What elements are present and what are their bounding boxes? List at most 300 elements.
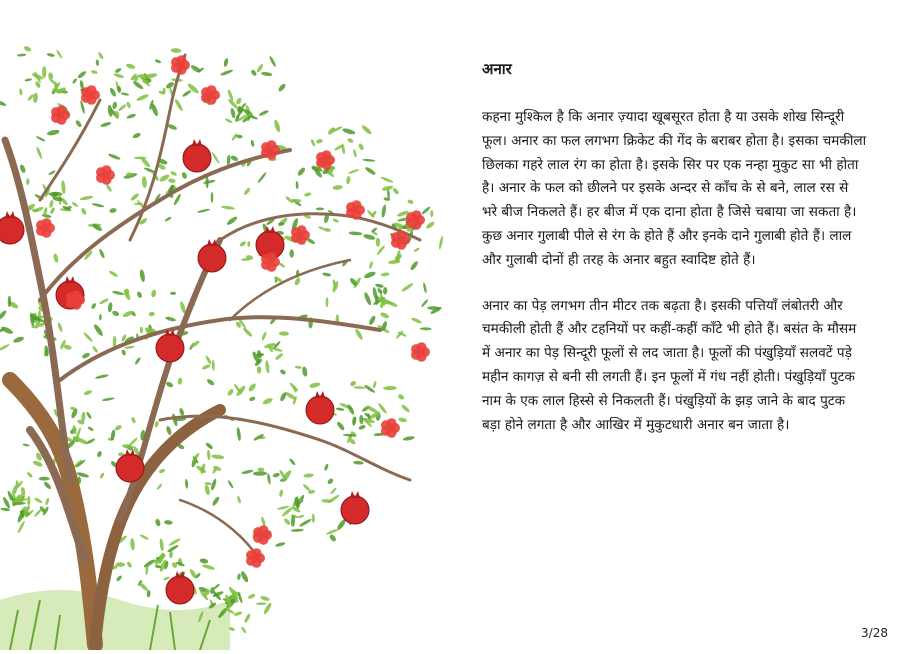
- leaf: [204, 482, 212, 485]
- leaf: [36, 135, 46, 142]
- grass: [0, 590, 230, 650]
- leaf: [211, 454, 224, 460]
- leaf: [332, 218, 339, 224]
- leaf: [413, 247, 420, 253]
- leaf: [358, 424, 366, 430]
- leaf: [80, 195, 94, 201]
- leaf: [353, 149, 358, 158]
- leaf: [295, 366, 302, 370]
- leaf: [61, 180, 66, 194]
- leaf: [225, 118, 233, 124]
- leaf: [227, 388, 235, 397]
- leaf: [243, 613, 251, 624]
- leaf: [421, 299, 429, 308]
- leaf: [139, 534, 149, 541]
- leaf: [249, 396, 256, 402]
- leaf: [87, 426, 94, 432]
- leaf: [277, 83, 286, 93]
- leaf: [303, 473, 314, 478]
- pomegranate-fruit: [341, 491, 369, 524]
- leaf: [279, 369, 286, 376]
- leaf: [17, 53, 27, 56]
- leaf: [239, 240, 247, 247]
- leaf: [154, 421, 159, 428]
- leaf: [272, 472, 280, 478]
- leaf: [173, 193, 182, 206]
- leaf: [121, 349, 127, 356]
- leaf: [233, 611, 242, 617]
- leaf: [95, 59, 99, 66]
- leaf: [159, 173, 171, 183]
- leaf: [168, 537, 181, 546]
- leaf: [97, 51, 104, 60]
- leaf: [423, 282, 428, 293]
- paragraph-fruit: कहना मुश्किल है कि अनार ज़्यादा खूबसूरत होता है या उसके शोख सिन्दूरी फूल। अनार का फल लगभग क्रिकेट की गेंद के बराबर होता है। इसका चमकीला छिलका गहरे लाल रंग का होता है। इसके सिर पर एक नन्हा मुकुट सा भी होता है। अनार के फल को छीलने पर इसके अन्दर से काँच के से बने, लाल रस से भरे बीज निकलते हैं। हर बीज में एक दाना होता है जिसे चबाया जा सकता है। कुछ अनार गुलाबी पीले से रंग के होते हैं और इनके दाने गुलाबी होते हैं। लाल और गुलाबी दोनों ही तरह के अनार बहुत स्वादिष्ट होते हैं।: [482, 109, 867, 268]
- leaf: [0, 100, 7, 107]
- leaf: [363, 233, 376, 241]
- leaf: [147, 590, 151, 598]
- leaf: [421, 206, 431, 215]
- leaf: [86, 411, 93, 419]
- leaf: [99, 314, 102, 321]
- leaf: [49, 199, 54, 208]
- leaf: [114, 424, 123, 431]
- leaf: [125, 63, 136, 70]
- pomegranate-fruit: [306, 391, 334, 424]
- leaf: [235, 97, 242, 105]
- foliage: [0, 45, 444, 634]
- leaf: [368, 261, 373, 270]
- leaf: [401, 282, 414, 293]
- leaf: [143, 558, 156, 568]
- leaf: [325, 297, 328, 307]
- leaf: [347, 138, 354, 144]
- leaf: [358, 143, 365, 151]
- leaf: [265, 360, 270, 374]
- leaf: [316, 138, 324, 144]
- leaf: [409, 260, 419, 271]
- leaf: [181, 171, 188, 179]
- leaf: [33, 508, 42, 518]
- leaf: [99, 472, 105, 479]
- leaf: [247, 241, 250, 247]
- leaf: [81, 352, 90, 360]
- leaf: [304, 192, 312, 197]
- leaf: [211, 496, 220, 507]
- leaf: [185, 479, 189, 489]
- pomegranate-flower: [253, 525, 272, 545]
- leaf: [46, 52, 55, 57]
- leaf: [126, 113, 136, 120]
- leaf: [0, 343, 10, 352]
- leaf: [126, 561, 133, 568]
- leaf: [142, 176, 148, 188]
- leaf: [398, 417, 407, 423]
- leaf: [190, 340, 200, 349]
- leaf: [132, 132, 141, 139]
- leaf: [138, 582, 149, 592]
- leaf: [102, 397, 115, 402]
- pomegranate-flower: [411, 342, 430, 362]
- leaf: [174, 98, 184, 112]
- leaf: [130, 538, 135, 551]
- pomegranate-flower: [291, 225, 310, 245]
- leaf: [49, 207, 56, 215]
- pomegranate-flower: [346, 200, 365, 220]
- leaf: [243, 187, 251, 196]
- pomegranate-fruit: [0, 211, 24, 244]
- leaf: [19, 164, 27, 174]
- leaf: [204, 484, 211, 495]
- leaf: [332, 185, 343, 191]
- leaf: [136, 93, 150, 102]
- leaf: [53, 253, 60, 263]
- leaf: [126, 172, 132, 175]
- leaf: [155, 518, 162, 527]
- leaf: [109, 208, 117, 214]
- leaf: [170, 292, 176, 295]
- leaf: [113, 73, 124, 79]
- leaf: [165, 381, 174, 389]
- leaf: [130, 192, 140, 201]
- leaf: [134, 157, 147, 160]
- leaf: [165, 425, 172, 435]
- leaf: [165, 316, 177, 322]
- leaf: [100, 121, 112, 128]
- leaf: [368, 315, 377, 326]
- leaf: [226, 215, 239, 226]
- leaf: [39, 477, 50, 481]
- leaf: [182, 89, 192, 97]
- leaf: [353, 386, 365, 389]
- leaf: [83, 331, 94, 342]
- leaf: [45, 497, 50, 505]
- leaf: [261, 331, 268, 341]
- pomegranate-flower: [171, 55, 190, 75]
- leaf: [213, 583, 221, 590]
- pomegranate-fruit: [198, 239, 226, 272]
- leaf: [197, 208, 211, 213]
- leaf: [342, 127, 356, 135]
- leaf: [211, 192, 214, 203]
- leaf: [92, 202, 105, 208]
- leaf: [364, 166, 376, 176]
- leaf: [299, 518, 313, 528]
- leaf: [83, 390, 92, 396]
- text-column: [482, 58, 867, 459]
- leaf: [148, 311, 155, 316]
- leaf: [46, 129, 60, 137]
- leaf: [202, 563, 216, 570]
- leaf: [131, 416, 137, 423]
- leaf: [262, 397, 274, 406]
- leaf: [34, 497, 43, 504]
- leaf: [114, 67, 122, 74]
- leaf: [346, 176, 351, 185]
- leaf: [309, 382, 321, 389]
- leaf: [95, 374, 109, 380]
- leaf: [383, 386, 397, 390]
- leaf: [205, 355, 213, 365]
- leaf: [128, 437, 138, 447]
- leaf: [326, 528, 339, 535]
- leaf: [257, 366, 262, 374]
- leaf: [407, 199, 414, 205]
- leaf: [164, 216, 172, 222]
- leaf: [242, 327, 253, 338]
- leaf: [164, 520, 173, 525]
- leaf: [72, 78, 78, 85]
- pomegranate-flower: [201, 85, 220, 105]
- leaf: [212, 360, 215, 371]
- leaf: [205, 442, 214, 450]
- paragraph-tree: अनार का पेड़ लगभग तीन मीटर तक बढ़ता है। इसकी पत्तियाँ लंबोतरी और चमकीली होती हैं और टहनियों पर कहीं-कहीं काँटे भी होते हैं। बसंत के मौसम में अनार का पेड़ सिन्दूरी फूलों से लद जाता है। फूलों की पंखुड़ियाँ सलवटें पड़े महीन कागज़ से बनी सी लगती हैं। इन फूलों में गंध नहीं होती। पंखुड़ियाँ पुटक नाम के एक लाल हिस्से से निकलती हैं। पंखुड़ियों के झड़ जाने के बाद पुटक बड़ा होने लगता है और आखिर में मुकुटधारी अनार बन जाता है।: [482, 297, 857, 433]
- leaf: [99, 298, 110, 306]
- leaf: [77, 70, 87, 79]
- leaf: [297, 514, 304, 519]
- leaf: [362, 159, 375, 163]
- leaf: [167, 544, 180, 553]
- leaf: [56, 49, 64, 59]
- leaf: [353, 461, 364, 465]
- leaf: [336, 421, 346, 432]
- leaf: [322, 272, 331, 277]
- leaf: [359, 415, 364, 425]
- leaf: [237, 496, 242, 504]
- leaf: [43, 481, 52, 490]
- leaf: [328, 533, 337, 542]
- leaf: [118, 103, 128, 111]
- leaf: [151, 289, 157, 297]
- leaf: [392, 187, 400, 195]
- leaf: [316, 207, 324, 210]
- pomegranate-flower: [36, 218, 55, 238]
- leaf: [132, 80, 144, 90]
- leaf: [108, 153, 121, 161]
- leaf: [330, 487, 338, 495]
- leaf: [296, 166, 306, 176]
- leaf: [381, 204, 387, 218]
- leaf: [75, 119, 83, 128]
- leaf: [49, 78, 60, 87]
- leaf: [91, 70, 98, 75]
- leaf: [301, 366, 308, 377]
- leaf: [26, 178, 30, 185]
- leaf: [109, 87, 117, 97]
- leaf: [230, 107, 236, 118]
- leaf: [381, 272, 390, 277]
- leaf: [140, 327, 143, 334]
- leaf: [253, 471, 267, 476]
- leaf: [57, 322, 63, 332]
- leaf: [438, 236, 444, 250]
- leaf: [13, 336, 25, 344]
- leaf: [274, 352, 284, 361]
- leaf: [241, 258, 250, 261]
- leaf: [250, 69, 258, 77]
- leaf: [383, 287, 387, 295]
- leaf: [48, 72, 54, 80]
- leaf: [90, 302, 97, 309]
- leaf: [256, 602, 267, 605]
- leaf: [230, 154, 239, 162]
- leaf: [163, 576, 170, 581]
- leaf: [71, 201, 79, 207]
- pomegranate-flower: [381, 418, 400, 438]
- leaf: [240, 570, 250, 583]
- leaf: [96, 450, 102, 457]
- leaf: [348, 231, 362, 236]
- leaf: [397, 393, 405, 401]
- leaf: [0, 309, 8, 321]
- leaf: [380, 311, 390, 319]
- leaf: [294, 277, 302, 286]
- leaf: [177, 377, 183, 385]
- leaf: [312, 514, 315, 523]
- leaf: [403, 435, 415, 441]
- leaf: [42, 66, 46, 78]
- leaf: [92, 345, 99, 353]
- leaf: [267, 473, 272, 485]
- leaf: [400, 404, 410, 414]
- leaf: [105, 184, 112, 193]
- leaf: [236, 427, 242, 441]
- leaf: [210, 478, 217, 491]
- leaf: [247, 382, 257, 392]
- leaf: [116, 575, 123, 583]
- trunk-and-branches: [5, 55, 420, 645]
- page-number: 3/28: [861, 626, 888, 640]
- leaf: [171, 48, 182, 53]
- leaf: [260, 595, 270, 601]
- leaf: [256, 63, 264, 73]
- leaf: [226, 155, 231, 166]
- leaf: [203, 179, 216, 184]
- leaf: [227, 480, 234, 489]
- leaf: [257, 467, 264, 471]
- leaf: [291, 528, 304, 532]
- leaf: [375, 283, 384, 288]
- leaf: [279, 331, 289, 336]
- leaf: [257, 172, 267, 184]
- leaf: [134, 357, 141, 366]
- leaf: [346, 404, 355, 416]
- leaf: [241, 469, 253, 475]
- leaf: [107, 302, 112, 313]
- pomegranate-flower: [96, 165, 115, 185]
- leaf: [41, 213, 51, 218]
- leaf: [283, 517, 291, 525]
- leaf: [363, 291, 372, 305]
- leaf: [341, 143, 346, 154]
- leaf: [80, 207, 87, 215]
- leaf: [273, 119, 281, 133]
- leaf: [361, 124, 373, 135]
- leaf: [336, 407, 345, 411]
- leaf: [111, 310, 119, 317]
- leaf: [139, 269, 146, 282]
- leaf: [199, 558, 208, 564]
- leaf: [349, 380, 357, 388]
- leaf: [32, 460, 43, 468]
- leaf: [24, 78, 32, 82]
- leaf: [206, 378, 215, 386]
- leaf: [23, 45, 32, 53]
- leaf: [430, 210, 433, 217]
- leaf: [250, 140, 255, 148]
- leaf: [220, 69, 234, 77]
- leaf: [258, 109, 269, 116]
- leaf: [211, 151, 220, 164]
- leaf: [279, 489, 284, 497]
- leaf: [22, 443, 30, 447]
- leaf: [269, 55, 277, 67]
- leaf: [324, 463, 330, 471]
- pomegranate-fruit: [183, 139, 211, 172]
- leaf: [221, 205, 235, 210]
- leaf: [420, 327, 432, 330]
- leaf: [8, 296, 11, 308]
- leaf: [247, 593, 256, 600]
- leaf: [19, 88, 23, 95]
- leaf: [112, 101, 118, 109]
- leaf: [261, 71, 273, 76]
- leaf: [154, 59, 161, 64]
- leaf: [223, 58, 229, 68]
- leaf: [295, 181, 298, 189]
- leaf: [170, 170, 178, 176]
- leaf: [159, 538, 164, 551]
- leaf: [33, 92, 38, 103]
- leaf: [289, 458, 297, 466]
- pomegranate-fruit: [166, 571, 194, 604]
- leaf: [207, 450, 211, 461]
- leaf: [136, 291, 143, 299]
- leaf: [156, 483, 163, 490]
- leaf: [112, 290, 124, 296]
- leaf: [363, 270, 376, 279]
- leaf: [27, 496, 30, 506]
- leaf: [240, 626, 247, 634]
- leaf: [121, 92, 130, 96]
- leaf: [427, 306, 441, 310]
- leaf: [354, 328, 364, 341]
- leaf: [380, 176, 394, 184]
- leaf: [126, 101, 132, 109]
- leaf: [237, 573, 241, 580]
- leaf: [275, 541, 286, 547]
- leaf: [158, 468, 165, 474]
- leaf: [372, 381, 377, 389]
- pomegranate-flower: [246, 548, 265, 568]
- leaf: [26, 471, 33, 478]
- leaf: [411, 317, 423, 325]
- leaf: [178, 407, 184, 416]
- leaf: [93, 323, 105, 337]
- leaf: [310, 139, 316, 147]
- page-title: अनार: [482, 60, 512, 78]
- leaf: [168, 178, 176, 183]
- leaf: [323, 228, 331, 232]
- leaf: [35, 146, 43, 159]
- pomegranate-flower: [81, 85, 100, 105]
- leaf: [327, 478, 335, 486]
- leaf: [290, 249, 294, 258]
- pomegranate-flower: [261, 140, 280, 160]
- leaf: [201, 363, 211, 370]
- leaf: [376, 238, 380, 247]
- leaf: [98, 248, 105, 258]
